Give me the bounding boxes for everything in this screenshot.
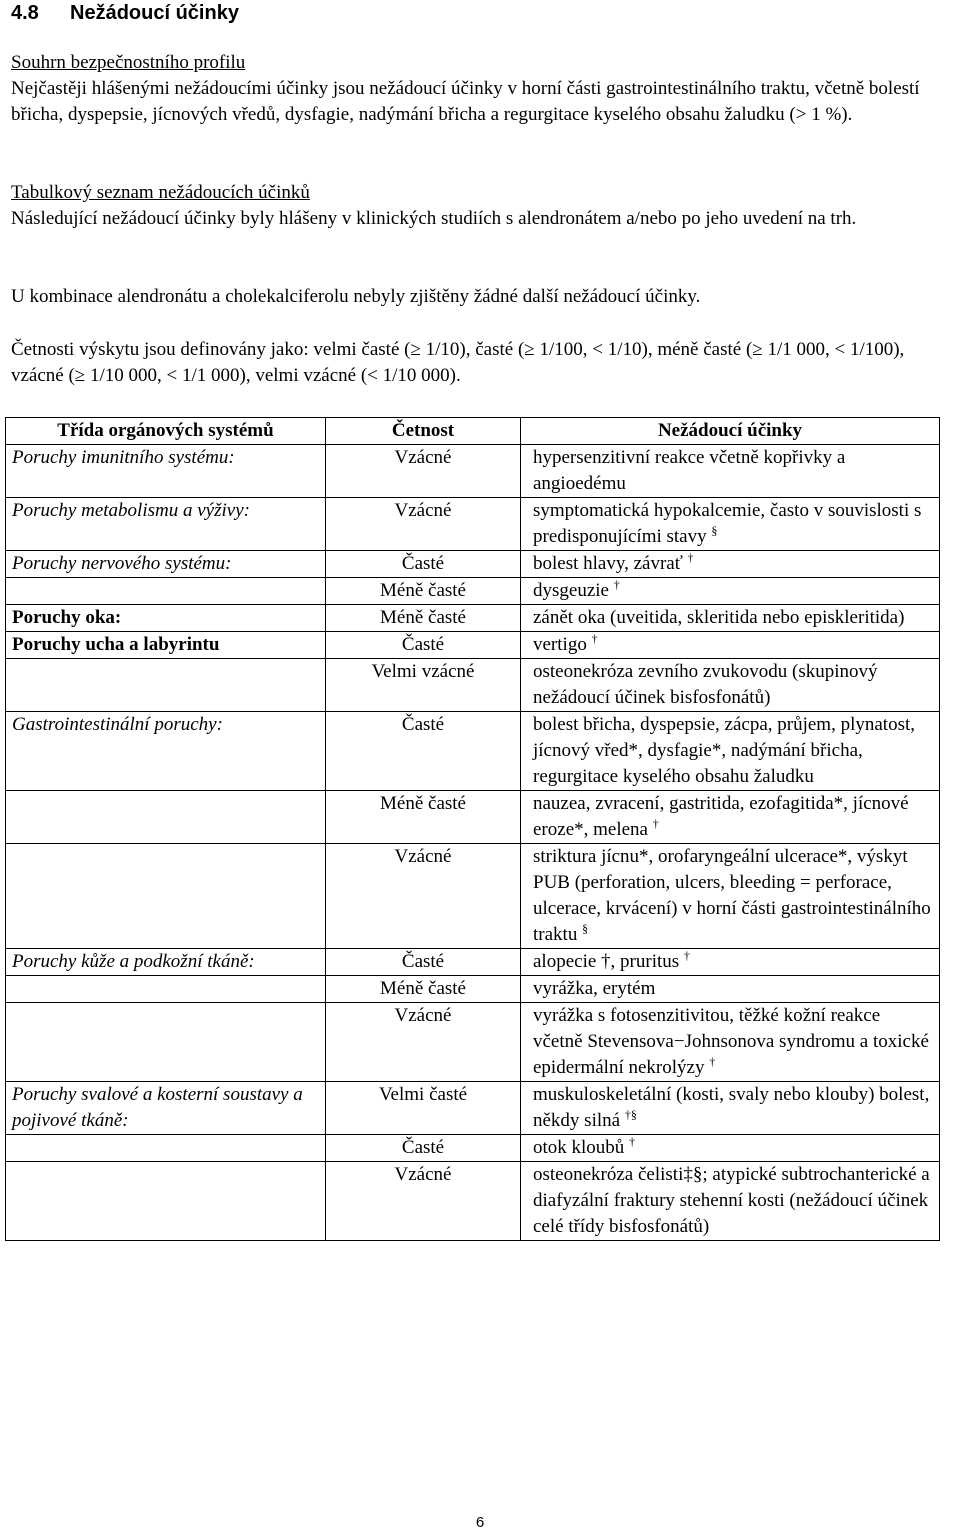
organ-class-cell: Poruchy ucha a labyrintu bbox=[6, 632, 326, 659]
effect-text: muskuloskeletální (kosti, svaly nebo klouby) bolest, někdy silná bbox=[533, 1084, 930, 1131]
table-row bbox=[6, 659, 940, 712]
effect-cell bbox=[521, 632, 940, 659]
frequency-cell: Vzácné bbox=[326, 844, 521, 949]
frequency-cell: Vzácné bbox=[326, 498, 521, 551]
header-adverse-effects: Nežádoucí účinky bbox=[521, 418, 940, 445]
effect-text: symptomatická hypokalcemie, často v souvislosti s predisponujícími stavy bbox=[533, 500, 922, 547]
effect-cell bbox=[521, 976, 940, 1003]
effect-cell bbox=[521, 605, 940, 632]
page-number: 6 bbox=[475, 1514, 485, 1531]
frequency-cell: Velmi vzácné bbox=[326, 659, 521, 712]
table-row bbox=[6, 791, 940, 844]
table-row bbox=[6, 844, 940, 949]
table-header-row bbox=[6, 418, 940, 445]
frequency-cell: Časté bbox=[326, 632, 521, 659]
frequency-cell: Časté bbox=[326, 712, 521, 791]
table-row bbox=[6, 712, 940, 791]
footnote-mark: † bbox=[683, 948, 690, 963]
frequency-cell: Časté bbox=[326, 949, 521, 976]
table-row bbox=[6, 632, 940, 659]
effect-cell bbox=[521, 551, 940, 578]
footnote-mark: † bbox=[687, 550, 694, 565]
effect-cell bbox=[521, 844, 940, 949]
frequency-cell: Časté bbox=[326, 1135, 521, 1162]
effect-text: bolest hlavy, závrať bbox=[533, 553, 683, 574]
footnote-mark: †§ bbox=[624, 1107, 637, 1122]
footnote-mark: § bbox=[711, 523, 718, 538]
table-row bbox=[6, 976, 940, 1003]
table-row bbox=[6, 1135, 940, 1162]
effect-text: zánět oka (uveitida, skleritida nebo episkleritida) bbox=[533, 607, 905, 628]
table-row bbox=[6, 605, 940, 632]
organ-class-cell bbox=[6, 791, 326, 844]
effect-text: osteonekróza čelisti‡§; atypické subtrochanterické a diafyzální fraktury stehenní kosti (nežádoucí účinek celé třídy bisfosfonátů) bbox=[533, 1164, 930, 1237]
tabular-list-heading: Tabulkový seznam nežádoucích účinků bbox=[11, 182, 310, 203]
organ-class-cell bbox=[6, 578, 326, 605]
organ-class-cell: Poruchy svalové a kosterní soustavy a pojivové tkáně: bbox=[6, 1082, 326, 1135]
frequency-cell: Méně časté bbox=[326, 976, 521, 1003]
frequency-cell: Vzácné bbox=[326, 445, 521, 498]
organ-class-cell bbox=[6, 659, 326, 712]
footnote-mark: † bbox=[629, 1134, 636, 1149]
table-row bbox=[6, 578, 940, 605]
frequency-cell: Méně časté bbox=[326, 605, 521, 632]
table-row bbox=[6, 1003, 940, 1082]
effect-cell bbox=[521, 1162, 940, 1241]
effect-cell bbox=[521, 498, 940, 551]
table-row bbox=[6, 1162, 940, 1241]
organ-class-cell: Poruchy imunitního systému: bbox=[6, 445, 326, 498]
table-row bbox=[6, 498, 940, 551]
safety-profile-heading: Souhrn bezpečnostního profilu bbox=[11, 52, 246, 73]
footnote-mark: † bbox=[652, 816, 659, 831]
organ-class-cell bbox=[6, 844, 326, 949]
tabular-list-text: Následující nežádoucí účinky byly hlášeny v klinických studiích s alendronátem a/nebo po jeho uvedení na trh. bbox=[11, 208, 857, 229]
table-row bbox=[6, 445, 940, 498]
effect-cell bbox=[521, 445, 940, 498]
effect-text: vyrážka, erytém bbox=[533, 978, 656, 999]
effect-text: dysgeuzie bbox=[533, 580, 609, 601]
section-title: Nežádoucí účinky bbox=[70, 2, 239, 24]
effect-cell bbox=[521, 1135, 940, 1162]
footnote-mark: † bbox=[709, 1054, 716, 1069]
frequency-definition: Četnosti výskytu jsou definovány jako: velmi časté (≥ 1/10), časté (≥ 1/100, < 1/10), méně časté (≥ 1/1 000, < 1/100), vzácné (≥ 1/10 000, < 1/1 000), velmi vzácné (< 1/10 000). bbox=[11, 339, 905, 386]
effect-cell bbox=[521, 1082, 940, 1135]
combination-note: U kombinace alendronátu a cholekalciferolu nebyly zjištěny žádné další nežádoucí účinky. bbox=[11, 286, 701, 307]
effect-text: hypersenzitivní reakce včetně kopřivky a angioedému bbox=[533, 447, 846, 494]
frequency-cell: Méně časté bbox=[326, 578, 521, 605]
effect-text: osteonekróza zevního zvukovodu (skupinový nežádoucí účinek bisfosfonátů) bbox=[533, 661, 878, 708]
safety-profile-text: Nejčastěji hlášenými nežádoucími účinky jsou nežádoucí účinky v horní části gastrointestinálního traktu, včetně bolestí břicha, dyspepsie, jícnových vředů, dysfagie, nadýmání břicha a regurgitace kyselého obsahu žaludku (> 1 %). bbox=[11, 78, 920, 125]
organ-class-cell: Poruchy oka: bbox=[6, 605, 326, 632]
table-row bbox=[6, 551, 940, 578]
effect-cell bbox=[521, 949, 940, 976]
section-number: 4.8 bbox=[11, 2, 39, 24]
effect-text: vertigo bbox=[533, 634, 587, 655]
footnote-mark: † bbox=[613, 577, 620, 592]
effect-text: striktura jícnu*, orofaryngeální ulcerace*, výskyt PUB (perforation, ulcers, bleeding = perforace, ulcerace, krvácení) v horní části gastrointestinálního traktu bbox=[533, 846, 931, 945]
organ-class-cell: Poruchy nervového systému: bbox=[6, 551, 326, 578]
effect-text: alopecie †, pruritus bbox=[533, 951, 680, 972]
header-organ-class: Třída orgánových systémů bbox=[6, 418, 326, 445]
organ-class-cell: Poruchy metabolismu a výživy: bbox=[6, 498, 326, 551]
effect-text: nauzea, zvracení, gastritida, ezofagitida*, jícnové eroze*, melena bbox=[533, 793, 909, 840]
effect-cell bbox=[521, 659, 940, 712]
organ-class-cell: Poruchy kůže a podkožní tkáně: bbox=[6, 949, 326, 976]
effect-cell bbox=[521, 712, 940, 791]
organ-class-cell bbox=[6, 1003, 326, 1082]
footnote-mark: † bbox=[591, 631, 598, 646]
effect-text: otok kloubů bbox=[533, 1137, 625, 1158]
effect-text: vyrážka s fotosenzitivitou, těžké kožní reakce včetně Stevensova−Johnsonova syndromu a toxické epidermální nekrolýzy bbox=[533, 1005, 929, 1078]
section-heading bbox=[11, 0, 239, 26]
effect-cell bbox=[521, 791, 940, 844]
organ-class-cell: Gastrointestinální poruchy: bbox=[6, 712, 326, 791]
frequency-cell: Méně časté bbox=[326, 791, 521, 844]
frequency-cell: Velmi časté bbox=[326, 1082, 521, 1135]
organ-class-cell bbox=[6, 976, 326, 1003]
footnote-mark: § bbox=[582, 921, 589, 936]
effect-cell bbox=[521, 1003, 940, 1082]
effect-text: bolest břicha, dyspepsie, zácpa, průjem, plynatost, jícnový vřed*, dysfagie*, nadýmání břicha, regurgitace kyselého obsahu žaludku bbox=[533, 714, 916, 787]
adverse-effects-table bbox=[5, 417, 940, 1241]
table-row bbox=[6, 1082, 940, 1135]
organ-class-cell bbox=[6, 1135, 326, 1162]
table-row bbox=[6, 949, 940, 976]
effect-cell bbox=[521, 578, 940, 605]
organ-class-cell bbox=[6, 1162, 326, 1241]
frequency-cell: Vzácné bbox=[326, 1162, 521, 1241]
frequency-cell: Vzácné bbox=[326, 1003, 521, 1082]
frequency-cell: Časté bbox=[326, 551, 521, 578]
header-frequency: Četnost bbox=[326, 418, 521, 445]
